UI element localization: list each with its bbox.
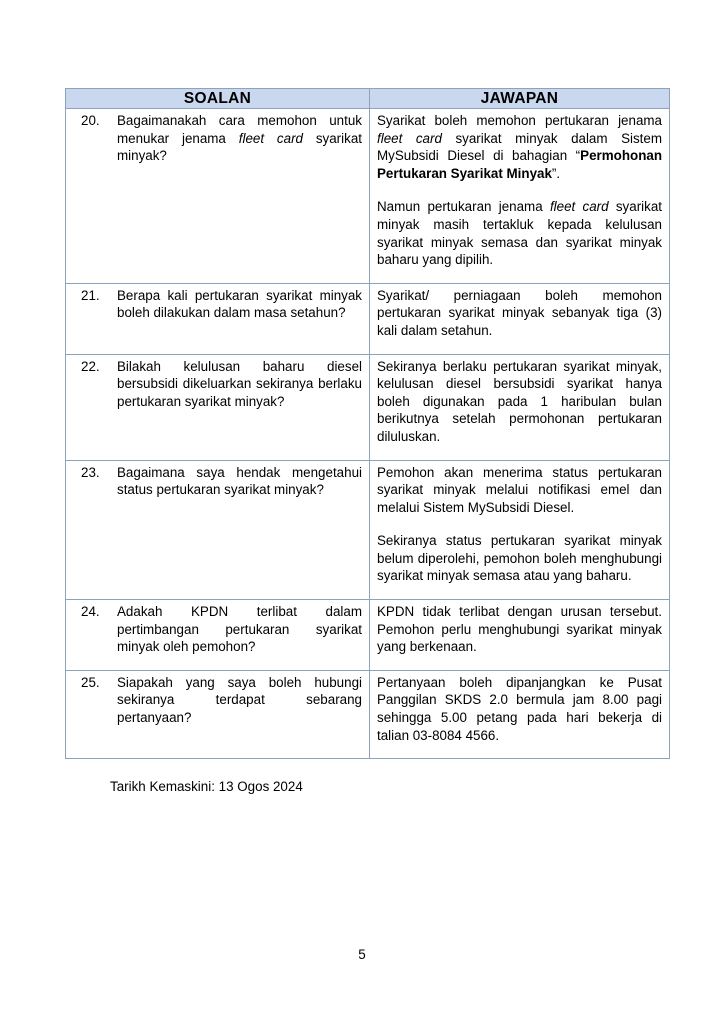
- header-question: SOALAN: [66, 89, 370, 109]
- question-text: [117, 358, 362, 411]
- answer-run: Pertanyaan boleh dipanjangkan ke Pusat Panggilan SKDS 2.0 bermula jam 8.00 pagi sehingga 5.00 petang pada hari bekerja di talian 03-8084 4566.: [377, 674, 662, 743]
- answer-run: syarikat minyak masih tertakluk kepada kelulusan syarikat minyak semasa dan syarikat minyak baharu yang dipilih.: [377, 199, 662, 268]
- answer-paragraph: [377, 198, 662, 268]
- answer-cell: [370, 283, 670, 354]
- table-row: [66, 109, 670, 284]
- question-number: 21.: [81, 287, 100, 303]
- answer-cell: [370, 670, 670, 758]
- table-row: [66, 354, 670, 460]
- question-run: Berapa kali pertukaran syarikat minyak boleh dilakukan dalam masa setahun?: [117, 287, 362, 321]
- question-text: [117, 603, 362, 656]
- question-cell: [66, 109, 370, 284]
- answer-paragraph: [377, 532, 662, 585]
- answer-paragraph: [377, 287, 662, 340]
- answer-cell: [370, 354, 670, 460]
- question-number: 24.: [81, 604, 100, 620]
- question-number: 20.: [81, 113, 100, 128]
- question-number: 23.: [81, 464, 100, 480]
- answer-cell: [370, 460, 670, 600]
- question-run: Bagaimana saya hendak mengetahui status pertukaran syarikat minyak?: [117, 464, 362, 498]
- table-row: [66, 460, 670, 600]
- answer-run: ”.: [551, 165, 561, 181]
- answer-run: Syarikat boleh memohon pertukaran jenama: [377, 113, 662, 128]
- answer-run: Sekiranya status pertukaran syarikat minyak belum diperolehi, pemohon boleh menghubungi syarikat minyak semasa atau yang baharu.: [377, 533, 662, 584]
- answer-cell: [370, 109, 670, 284]
- answer-paragraph: [377, 112, 662, 182]
- question-cell: [66, 600, 370, 671]
- question-run: Adakah KPDN terlibat dalam pertimbangan pertukaran syarikat minyak oleh pemohon?: [117, 604, 362, 655]
- table-row: [66, 670, 670, 758]
- question-run: Siapakah yang saya boleh hubungi sekiranya terdapat sebarang pertanyaan?: [117, 674, 362, 726]
- question-run: Bilakah kelulusan baharu diesel bersubsidi dikeluarkan sekiranya berlaku pertukaran syarikat minyak?: [117, 358, 362, 409]
- answer-run: Pemohon akan menerima status pertukaran syarikat minyak melalui notifikasi emel dan melalui Sistem MySubsidi Diesel.: [377, 464, 662, 515]
- header-answer: JAWAPAN: [370, 89, 670, 109]
- answer-run: Namun pertukaran jenama: [377, 199, 550, 215]
- answer-run: KPDN tidak terlibat dengan urusan tersebut. Pemohon perlu menghubungi syarikat minyak yang berkenaan.: [377, 604, 662, 655]
- question-run: fleet card: [238, 130, 303, 146]
- question-text: [117, 287, 362, 322]
- question-wrapper: [73, 112, 362, 165]
- table-row: [66, 283, 670, 354]
- question-cell: [66, 670, 370, 758]
- answer-paragraph: [377, 464, 662, 517]
- question-run: syarikat minyak?: [117, 130, 362, 164]
- question-wrapper: [73, 464, 362, 499]
- question-wrapper: [73, 603, 362, 656]
- answer-run: syarikat minyak dalam Sistem MySubsidi Diesel di bahagian “: [377, 130, 662, 164]
- answer-run: Syarikat/ perniagaan boleh memohon pertukaran syarikat minyak sebanyak tiga (3) kali dalam setahun.: [377, 287, 662, 338]
- question-wrapper: [73, 674, 362, 727]
- question-cell: [66, 283, 370, 354]
- answer-run: Sekiranya berlaku pertukaran syarikat minyak, kelulusan diesel bersubsidi syarikat hanya boleh digunakan pada 1 haribulan bulan berikutnya setelah permohonan pertukaran diluluskan.: [377, 358, 662, 444]
- answer-run: fleet card: [377, 130, 442, 146]
- question-cell: [66, 354, 370, 460]
- table-row: [66, 600, 670, 671]
- question-run: Bagaimanakah cara memohon untuk menukar jenama: [117, 113, 362, 146]
- question-number: 22.: [81, 358, 100, 374]
- faq-table: [65, 88, 670, 759]
- question-text: [117, 674, 362, 727]
- question-wrapper: [73, 287, 362, 322]
- question-text: [117, 464, 362, 499]
- answer-paragraph: [377, 674, 662, 744]
- table-header-row: [66, 89, 670, 109]
- answer-run: Permohonan Pertukaran Syarikat Minyak: [377, 148, 662, 181]
- answer-paragraph: [377, 603, 662, 656]
- question-number: 25.: [81, 674, 100, 690]
- answer-cell: [370, 600, 670, 671]
- faq-body: [66, 109, 670, 759]
- question-cell: [66, 460, 370, 600]
- last-updated-note: Tarikh Kemaskini: 13 Ogos 2024: [110, 779, 303, 794]
- question-text: [117, 112, 362, 165]
- page-number: 5: [358, 947, 366, 962]
- answer-run: fleet card: [549, 199, 609, 215]
- answer-paragraph: [377, 358, 662, 446]
- question-wrapper: [73, 358, 362, 411]
